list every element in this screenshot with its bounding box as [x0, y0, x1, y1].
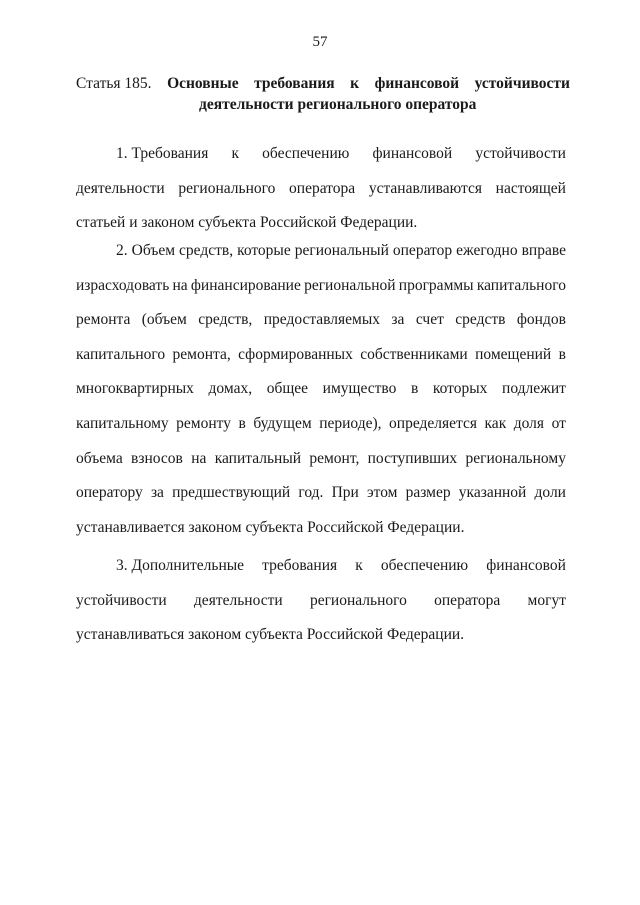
word: предоставляемых — [263, 311, 381, 328]
word: При — [331, 484, 359, 501]
word: предшествующий — [172, 484, 291, 501]
word: региональный — [294, 242, 389, 259]
word: домах, — [208, 380, 253, 397]
word: оператору — [76, 484, 143, 501]
word: поступивших — [367, 450, 458, 467]
word: средств, — [179, 242, 234, 259]
word: будущем — [253, 415, 312, 432]
word: ремонту — [176, 415, 231, 432]
word: 1. Требования — [116, 145, 209, 162]
word: к — [355, 557, 363, 574]
word: общее — [266, 380, 309, 397]
word: в — [410, 380, 419, 397]
article-title-word: финансовой — [374, 75, 460, 92]
word: доли — [534, 484, 566, 501]
word: капитальному — [76, 415, 169, 432]
paragraph-3-line — [116, 557, 566, 575]
word: ремонта, — [172, 346, 231, 363]
word: подлежит — [502, 380, 566, 397]
paragraph-2-line — [76, 311, 566, 329]
word: имущество — [322, 380, 397, 397]
page-number: 57 — [312, 34, 328, 50]
word: указанной — [458, 484, 527, 501]
word: размер — [405, 484, 451, 501]
word: объема — [76, 450, 123, 467]
word: израсходовать — [76, 277, 170, 294]
word: ремонт, — [309, 450, 360, 467]
paragraph-2-line — [76, 380, 566, 398]
word: от — [551, 415, 566, 432]
paragraph-2-line — [76, 450, 566, 468]
word: регионального — [178, 180, 276, 197]
word: которых — [432, 380, 488, 397]
word: многоквартирных — [76, 380, 194, 397]
word: региональной — [304, 277, 396, 294]
word: программы — [398, 277, 474, 294]
word: за — [391, 311, 405, 328]
article-title-word: Основные — [167, 75, 239, 92]
article-title-line-2: деятельности регионального оператора — [199, 96, 477, 113]
word: периоде), — [319, 415, 382, 432]
word: на — [191, 450, 207, 467]
word: определяется — [389, 415, 477, 432]
word: оператора — [434, 592, 501, 609]
word: обеспечению — [380, 557, 469, 574]
paragraph-1-line — [76, 180, 566, 198]
word: сформированных — [238, 346, 353, 363]
word: устанавливаются — [368, 180, 482, 197]
article-heading — [76, 73, 570, 115]
word: финансирование — [190, 277, 301, 294]
article-title-word: устойчивости — [474, 75, 570, 92]
word: год. — [298, 484, 324, 501]
paragraph-2-line — [76, 415, 566, 433]
word: настоящей — [495, 180, 566, 197]
article-title-word: к — [350, 75, 360, 92]
word: собственниками — [360, 346, 468, 363]
word: капитальный — [214, 450, 302, 467]
word: в — [558, 346, 566, 363]
word: регионального — [309, 592, 407, 609]
word: доля — [513, 415, 545, 432]
word: оператора — [289, 180, 356, 197]
word: ежегодно — [456, 242, 518, 259]
paragraph-2-line — [76, 346, 566, 364]
word: требования — [262, 557, 338, 574]
word: ремонта — [76, 311, 131, 328]
word: деятельности — [193, 592, 283, 609]
paragraph-3-line: устанавливаться законом субъекта Российской Федерации. — [76, 626, 465, 643]
word: оператор — [392, 242, 453, 259]
word: финансовой — [486, 557, 566, 574]
word: к — [231, 145, 240, 162]
word: (объем — [141, 311, 187, 328]
paragraph-1-line: статьей и законом субъекта Российской Федерации. — [76, 214, 418, 231]
word: могут — [527, 592, 566, 609]
paragraph-2-line — [116, 242, 566, 260]
word: как — [484, 415, 507, 432]
word: региональному — [465, 450, 566, 467]
word: капитального — [76, 346, 166, 363]
word: счет — [415, 311, 444, 328]
article-title-word: требования — [254, 75, 335, 92]
word: 3. Дополнительные — [116, 557, 245, 574]
word: за — [150, 484, 164, 501]
paragraph-2-line: устанавливается законом субъекта Российской Федерации. — [76, 519, 465, 536]
word: в — [238, 415, 246, 432]
word: которые — [237, 242, 291, 259]
word: капитального — [476, 277, 566, 294]
paragraph-2-line — [76, 277, 566, 295]
word: устойчивости — [475, 145, 566, 162]
word: деятельности — [76, 180, 165, 197]
word: вправе — [521, 242, 566, 259]
paragraph-1-line — [116, 145, 566, 163]
word: 2. — [116, 242, 128, 259]
word: помещений — [475, 346, 552, 363]
word: средств, — [198, 311, 253, 328]
article-heading-line-1 — [76, 73, 570, 94]
word: обеспечению — [262, 145, 350, 162]
word: устойчивости — [76, 592, 167, 609]
word: взносов — [131, 450, 183, 467]
paragraph-2-line — [76, 484, 566, 502]
word: Объем — [131, 242, 176, 259]
word: финансовой — [372, 145, 453, 162]
word: фондов — [516, 311, 566, 328]
article-number: Статья 185. — [76, 75, 152, 92]
word: этом — [366, 484, 398, 501]
paragraph-3-line — [76, 592, 566, 610]
word: средств — [455, 311, 506, 328]
word: на — [172, 277, 188, 294]
